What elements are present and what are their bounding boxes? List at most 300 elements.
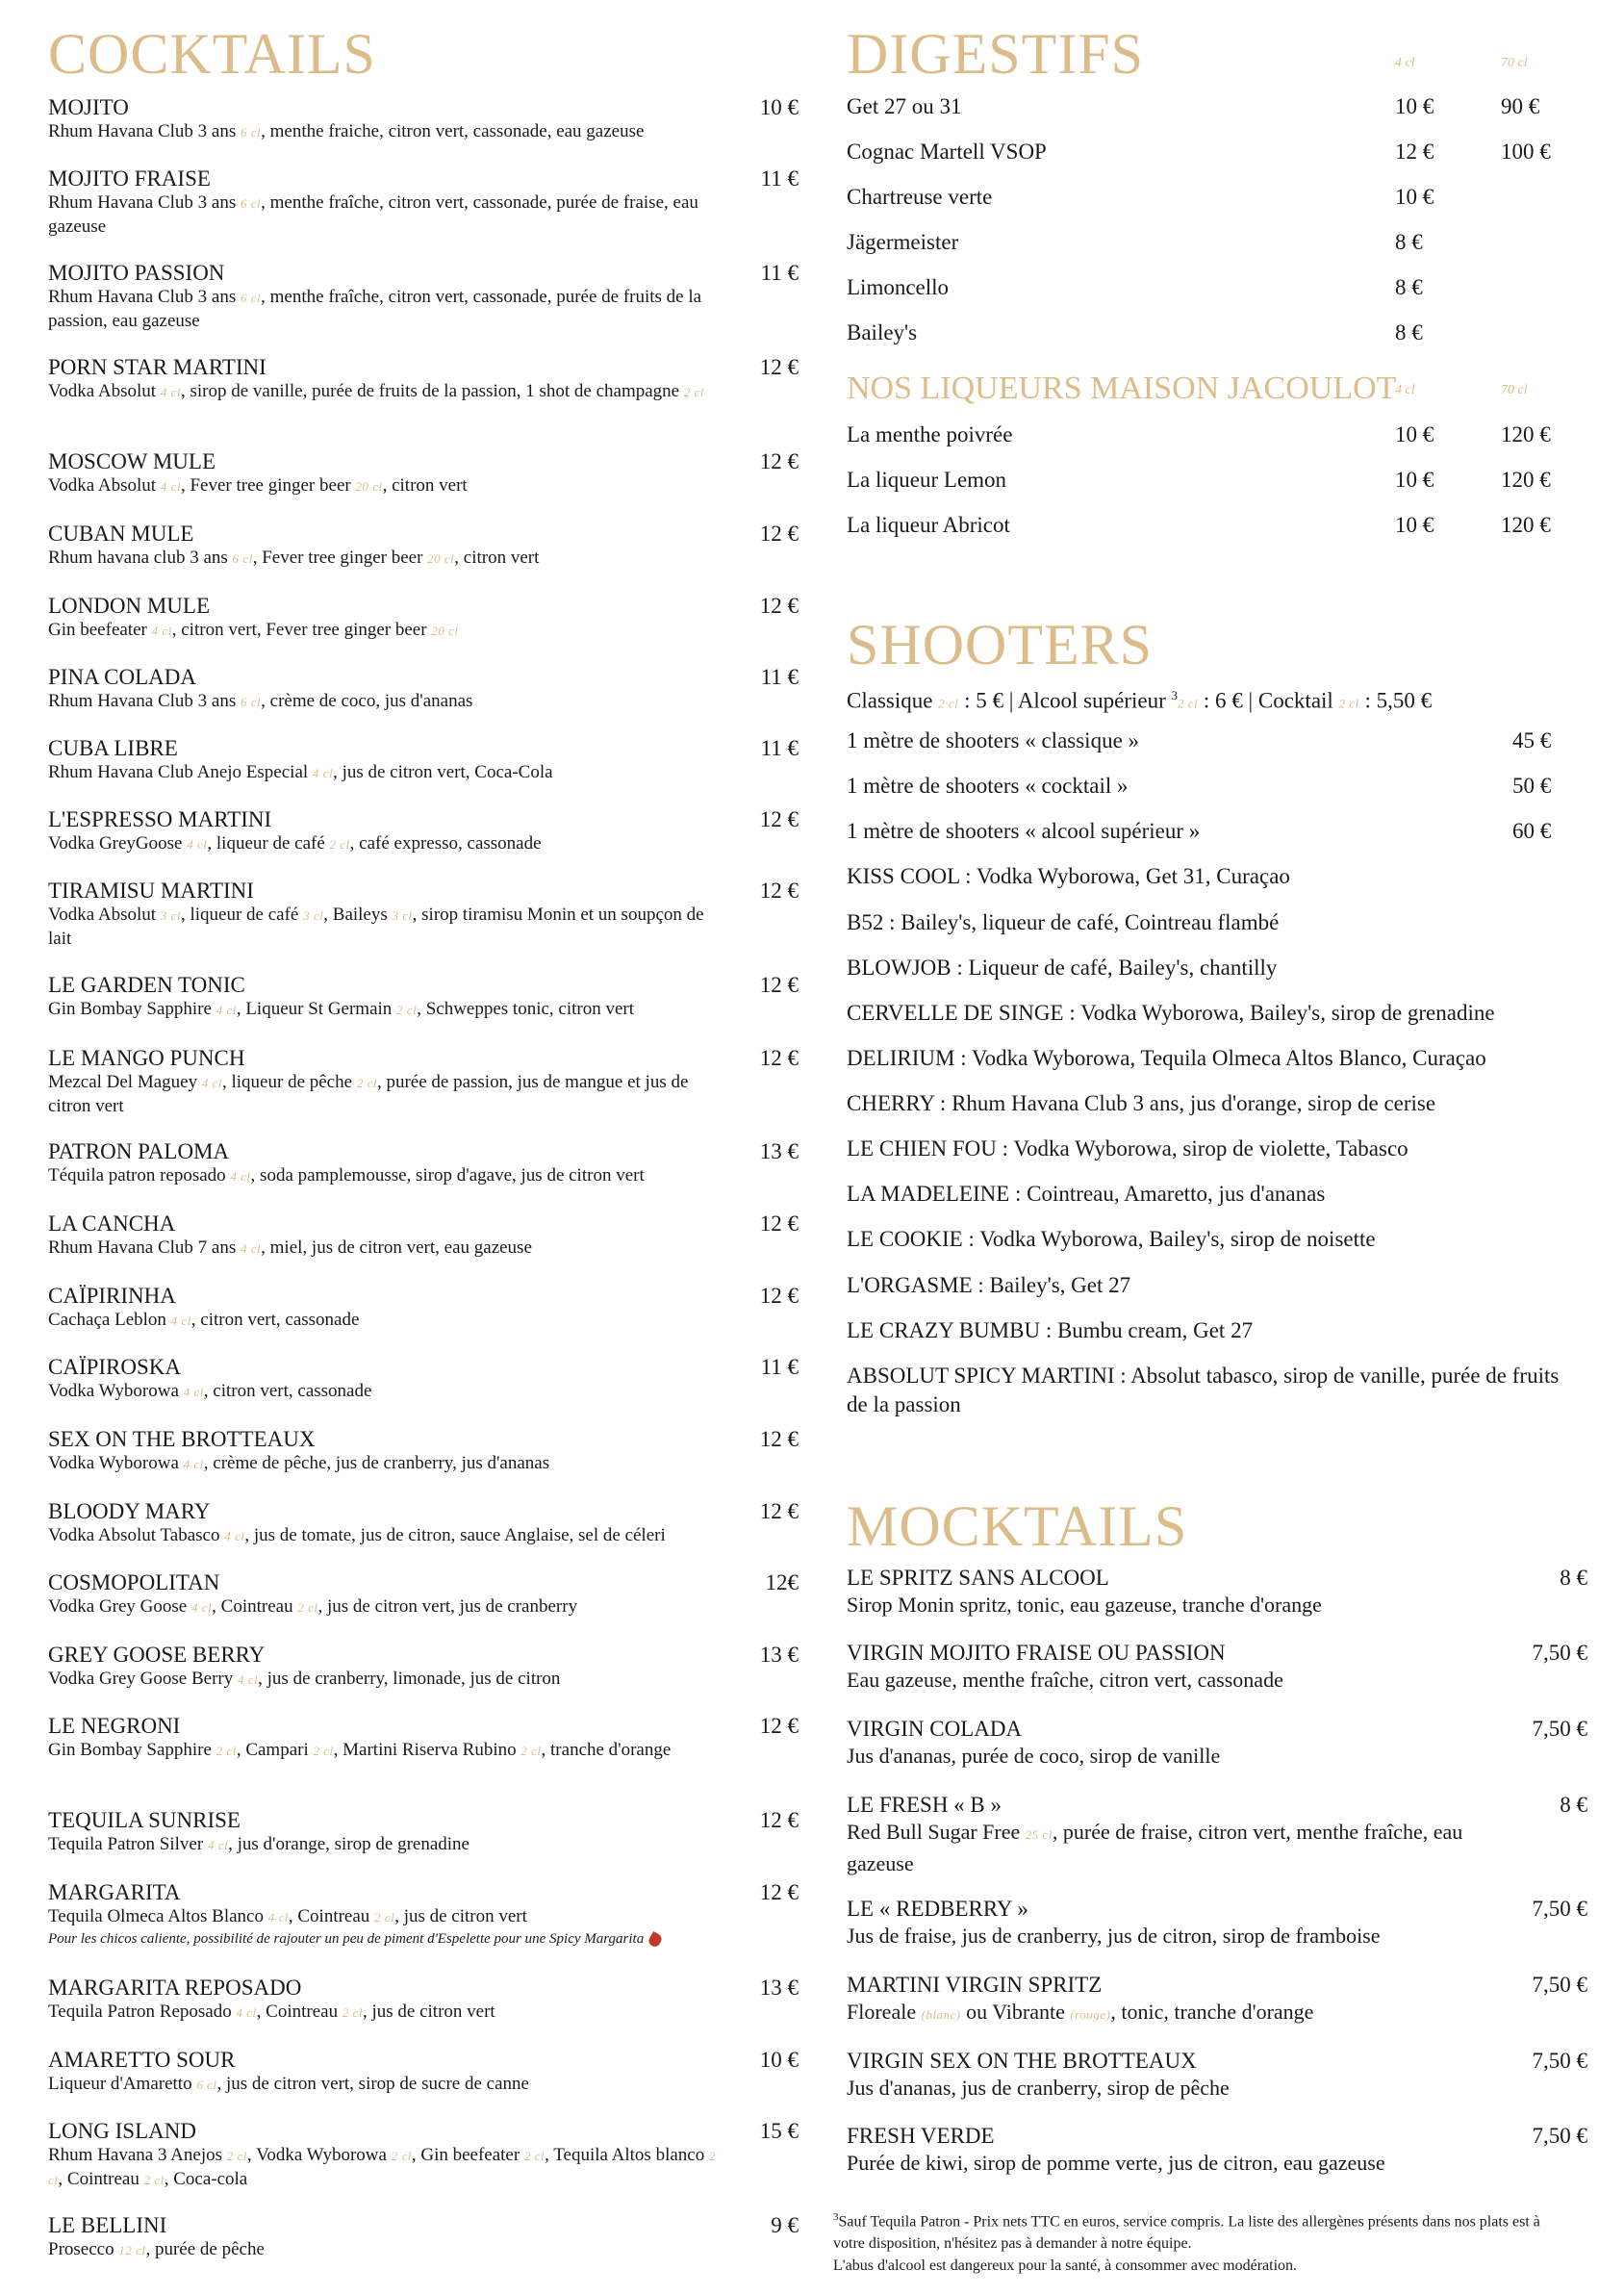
cocktail-name: COSMOPOLITAN xyxy=(48,1570,220,1594)
description-text: , jus de cranberry, limonade, jus de citron xyxy=(258,1669,561,1689)
shooter-name: B52 xyxy=(847,910,884,934)
pricing-cocktail-price: : 5,50 € xyxy=(1358,688,1433,713)
cocktail-item xyxy=(48,735,799,785)
volume-label: (blanc) xyxy=(921,2007,961,2022)
shooter-item: B52 : Bailey's, liqueur de café, Cointreau flambé xyxy=(847,910,1280,934)
cocktail-name: MOJITO FRAISE xyxy=(48,166,211,191)
cocktail-description xyxy=(48,1833,722,1857)
cocktail-name: CUBAN MULE xyxy=(48,522,194,546)
cocktail-description xyxy=(48,547,722,571)
description-text: Rhum Havana Club 3 ans xyxy=(48,192,241,213)
shooter-description: Vodka Wyborowa, Get 31, Curaçao xyxy=(976,864,1290,888)
description-text: , Vodka Wyborowa xyxy=(246,2145,392,2165)
description-text: Tequila Patron Silver xyxy=(48,1834,208,1854)
cocktail-description xyxy=(48,2238,722,2262)
shooter-description: Vodka Wyborowa, Bailey's, sirop de grenadine xyxy=(1080,1001,1495,1025)
cocktail-item xyxy=(48,448,799,498)
mocktail-name: VIRGIN MOJITO FRAISE OU PASSION xyxy=(847,1641,1226,1665)
mocktail-price: 7,50 € xyxy=(1532,1717,1587,1741)
cocktail-item xyxy=(48,94,799,144)
volume-label: 2 cl xyxy=(342,2005,363,2020)
cocktail-price: 12 € xyxy=(759,449,799,473)
cocktail-price: 9 € xyxy=(771,2213,799,2237)
cocktail-price: 12 € xyxy=(759,1808,799,1832)
cocktail-name: LE NEGRONI xyxy=(48,1714,181,1738)
description-text: Jus d'ananas, purée de coco, sirop de vanille xyxy=(847,1744,1221,1768)
volume-label: 2 cl xyxy=(683,385,705,399)
pricing-sup: 3 xyxy=(1171,688,1178,702)
description-text: Gin beefeater xyxy=(48,620,152,640)
cocktail-description xyxy=(48,1668,722,1692)
cocktail-description xyxy=(48,1595,722,1619)
cocktail-item xyxy=(48,354,799,404)
description-text: , Cointreau xyxy=(58,2169,144,2189)
cocktail-price: 12 € xyxy=(759,1427,799,1451)
shooter-item: LE CHIEN FOU : Vodka Wyborowa, sirop de violette, Tabasco xyxy=(847,1136,1408,1160)
mocktail-item xyxy=(847,1716,1587,1771)
liqueur-price-70cl: 120 € xyxy=(1501,513,1551,537)
description-text: , tonic, tranche d'orange xyxy=(1110,2000,1314,2024)
pricing-classique: Classique xyxy=(847,688,939,713)
description-text: Cachaça Leblon xyxy=(48,1310,171,1330)
cocktail-price: 12 € xyxy=(759,1284,799,1308)
mocktail-description xyxy=(847,1922,1510,1951)
description-text: , Fever tree ginger beer xyxy=(180,475,356,496)
cocktail-price: 13 € xyxy=(759,1976,799,2000)
cocktail-name: LA CANCHA xyxy=(48,1211,176,1236)
cocktail-price: 15 € xyxy=(759,2119,799,2143)
volume-label: 6 cl xyxy=(232,551,253,566)
pricing-superieur-price: : 6 € | Cocktail xyxy=(1198,688,1339,713)
liqueur-price-70cl: 120 € xyxy=(1501,468,1551,492)
cocktail-price: 12 € xyxy=(759,1211,799,1236)
description-text: , menthe fraîche, citron vert, cassonade, purée de fraise, eau gazeuse xyxy=(48,192,698,237)
digestifs-title: DIGESTIFS xyxy=(847,22,1145,86)
description-text: Vodka GreyGoose xyxy=(48,833,188,854)
description-text: Tequila Patron Reposado xyxy=(48,2002,237,2022)
volume-label: 2 cl xyxy=(329,837,350,852)
cocktail-item xyxy=(48,166,799,239)
volume-label: 6 cl xyxy=(196,2078,217,2092)
cocktail-price: 12 € xyxy=(759,522,799,546)
cocktail-name: SEX ON THE BROTTEAUX xyxy=(48,1427,316,1451)
mocktail-description xyxy=(847,1818,1510,1878)
volume-label: 2 cl xyxy=(143,2173,165,2187)
description-text: , jus de tomate, jus de citron, sauce Anglaise, sel de céleri xyxy=(244,1525,666,1545)
description-text: Liqueur d'Amaretto xyxy=(48,2074,197,2094)
volume-label: 2 cl xyxy=(226,2149,247,2163)
mocktail-item xyxy=(847,2123,1587,2178)
cocktail-price: 10 € xyxy=(759,95,799,119)
mocktail-description xyxy=(847,1742,1510,1771)
liqueurs-col-70cl: 70 cl xyxy=(1501,383,1528,397)
description-text: , crème de coco, jus d'ananas xyxy=(261,691,473,711)
cocktail-name: TEQUILA SUNRISE xyxy=(48,1808,241,1832)
cocktail-name: LONG ISLAND xyxy=(48,2119,196,2143)
digestif-price-4cl: 12 € xyxy=(1395,140,1434,164)
description-text: Red Bull Sugar Free xyxy=(847,1820,1026,1844)
shooters-title: SHOOTERS xyxy=(847,613,1154,676)
mocktail-price: 7,50 € xyxy=(1532,2124,1587,2148)
cocktail-name: MARGARITA xyxy=(48,1880,181,1904)
digestif-price-4cl: 10 € xyxy=(1395,185,1434,209)
cocktail-price: 13 € xyxy=(759,1643,799,1667)
cocktail-name: MOSCOW MULE xyxy=(48,449,216,473)
shooter-name: LE CHIEN FOU xyxy=(847,1136,997,1160)
cocktail-note xyxy=(48,1929,799,1949)
meter-price: 50 € xyxy=(1512,774,1552,798)
mocktail-name: LE « REDBERRY » xyxy=(847,1897,1028,1921)
description-text: , Cointreau xyxy=(256,2002,343,2022)
digestif-price-4cl: 10 € xyxy=(1395,94,1434,118)
description-text: , sirop de vanille, purée de fruits de la passion, 1 shot de champagne xyxy=(180,381,684,401)
cocktail-price: 11 € xyxy=(760,665,799,689)
volume-label: 4 cl xyxy=(224,1529,245,1543)
cocktail-name: LE MANGO PUNCH xyxy=(48,1046,245,1070)
mocktail-item xyxy=(847,1896,1587,1951)
liqueur-name: La liqueur Lemon xyxy=(847,468,1007,492)
cocktail-description xyxy=(48,120,722,144)
volume-label: 4 cl xyxy=(187,837,208,852)
shooter-item: LE COOKIE : Vodka Wyborowa, Bailey's, sirop de noisette xyxy=(847,1227,1376,1251)
cocktail-item xyxy=(48,1283,799,1333)
description-text: Vodka Grey Goose xyxy=(48,1596,191,1617)
cocktail-description xyxy=(48,1071,722,1118)
description-text: , liqueur de pêche xyxy=(222,1072,357,1092)
cocktail-item xyxy=(48,521,799,571)
description-text: Rhum Havana Club 3 ans xyxy=(48,121,241,141)
cocktail-description xyxy=(48,1905,722,1929)
volume-label: 2 cl xyxy=(356,1076,377,1090)
volume-label: 25 cl xyxy=(1025,1827,1053,1842)
cocktail-item xyxy=(48,1045,799,1118)
cocktail-name: CUBA LIBRE xyxy=(48,736,178,760)
cocktail-item xyxy=(48,1138,799,1188)
pricing-unit: 2 cl xyxy=(1338,696,1359,711)
description-text: , citron vert xyxy=(382,475,468,496)
volume-label: 3 cl xyxy=(160,908,181,923)
footer-note xyxy=(833,2206,1564,2277)
cocktails-title: COCKTAILS xyxy=(48,22,376,86)
cocktail-item xyxy=(48,593,799,643)
description-text: , jus de citron vert, jus de cranberry xyxy=(317,1596,578,1617)
description-text: , jus d'orange, sirop de grenadine xyxy=(228,1834,469,1854)
cocktail-item xyxy=(48,2212,799,2262)
volume-label: 3 cl xyxy=(392,908,413,923)
shooter-item: BLOWJOB : Liqueur de café, Bailey's, chantilly xyxy=(847,956,1278,980)
cocktail-description xyxy=(48,191,722,239)
liqueurs-title: NOS LIQUEURS MAISON JACOULOT xyxy=(847,370,1397,406)
shooter-item: LA MADELEINE : Cointreau, Amaretto, jus d'ananas xyxy=(847,1182,1326,1206)
description-text: Jus de fraise, jus de cranberry, jus de citron, sirop de framboise xyxy=(847,1924,1381,1948)
description-text: , jus de citron vert, Coca-Cola xyxy=(333,762,553,782)
volume-label: 4 cl xyxy=(201,1076,222,1090)
meter-label: 1 mètre de shooters « classique » xyxy=(847,728,1140,752)
cocktail-description xyxy=(48,832,722,856)
cocktail-price: 10 € xyxy=(759,2048,799,2072)
liqueur-price-4cl: 10 € xyxy=(1395,422,1434,446)
description-text: , citron vert xyxy=(454,548,540,568)
description-text: Vodka Grey Goose Berry xyxy=(48,1669,238,1689)
cocktail-description xyxy=(48,2073,722,2097)
cocktail-item xyxy=(48,1975,799,2025)
cocktail-name: MOJITO PASSION xyxy=(48,261,225,285)
description-text: , purée de fraise, citron vert, menthe fraîche, eau gazeuse xyxy=(847,1820,1463,1875)
cocktail-item xyxy=(48,1426,799,1476)
digestif-name: Get 27 ou 31 xyxy=(847,94,962,118)
cocktail-name: LE GARDEN TONIC xyxy=(48,973,245,997)
volume-label: 2 cl xyxy=(374,1910,395,1925)
volume-label: 4 cl xyxy=(216,1003,237,1017)
shooter-name: CHERRY xyxy=(847,1091,935,1115)
cocktail-description xyxy=(48,619,722,643)
cocktail-price: 12 € xyxy=(759,1880,799,1904)
cocktail-name: PATRON PALOMA xyxy=(48,1139,230,1163)
volume-label: 6 cl xyxy=(241,695,262,709)
volume-label: 4 cl xyxy=(191,1600,213,1615)
cocktail-name: TIRAMISU MARTINI xyxy=(48,879,254,903)
description-text: , Fever tree ginger beer xyxy=(252,548,428,568)
cocktail-item xyxy=(48,1642,799,1692)
cocktail-description xyxy=(48,1380,722,1404)
cocktail-price: 12 € xyxy=(759,355,799,379)
cocktail-description xyxy=(48,1739,722,1763)
meter-price: 45 € xyxy=(1512,728,1552,752)
description-text: Rhum Havana Club 7 ans xyxy=(48,1237,241,1258)
description-text: Gin Bombay Sapphire xyxy=(48,1740,216,1760)
description-text: Gin Bombay Sapphire xyxy=(48,999,216,1019)
digestifs-col-4cl: 4 cl xyxy=(1395,56,1415,70)
description-text: , café expresso, cassonade xyxy=(349,833,542,854)
volume-label: 2 cl xyxy=(523,2149,546,2163)
description-text: , citron vert, Fever tree ginger beer xyxy=(171,620,432,640)
cocktail-description xyxy=(48,690,722,714)
shooter-item: KISS COOL : Vodka Wyborowa, Get 31, Curaçao xyxy=(847,864,1290,888)
description-text: Rhum havana club 3 ans xyxy=(48,548,233,568)
digestif-name: Jägermeister xyxy=(847,230,959,254)
description-text: , Cointreau xyxy=(212,1596,298,1617)
mocktail-name: VIRGIN COLADA xyxy=(847,1717,1023,1741)
description-text: , liqueur de café xyxy=(207,833,330,854)
shooter-name: KISS COOL xyxy=(847,864,960,888)
description-text: , sirop tiramisu Monin et un soupçon de lait xyxy=(48,905,704,949)
liqueur-price-4cl: 10 € xyxy=(1395,513,1434,537)
volume-label: 4 cl xyxy=(241,1241,262,1256)
cocktail-item xyxy=(48,1569,799,1619)
volume-label: 6 cl xyxy=(241,125,262,140)
volume-label: 4 cl xyxy=(170,1313,191,1328)
mocktail-price: 7,50 € xyxy=(1532,1973,1587,1997)
cocktail-description xyxy=(48,1452,722,1476)
description-text: Purée de kiwi, sirop de pomme verte, jus de citron, eau gazeuse xyxy=(847,2151,1385,2175)
mocktail-description xyxy=(847,1666,1510,1695)
meter-label: 1 mètre de shooters « cocktail » xyxy=(847,774,1129,798)
description-text: ou Vibrante xyxy=(960,2000,1071,2024)
mocktail-description xyxy=(847,2149,1510,2178)
digestif-name: Cognac Martell VSOP xyxy=(847,140,1047,164)
mocktail-item xyxy=(847,1640,1587,1695)
cocktail-name: PINA COLADA xyxy=(48,665,196,689)
description-text: , citron vert, cassonade xyxy=(203,1381,372,1401)
cocktail-price: 12 € xyxy=(759,807,799,831)
description-text: , Liqueur St Germain xyxy=(236,999,397,1019)
shooter-item: LE CRAZY BUMBU : Bumbu cream, Get 27 xyxy=(847,1318,1254,1342)
mocktail-description xyxy=(847,2074,1510,2103)
cocktail-name: GREY GOOSE BERRY xyxy=(48,1643,266,1667)
description-text: , jus de citron vert xyxy=(362,2002,495,2022)
description-text: Jus d'ananas, jus de cranberry, sirop de pêche xyxy=(847,2076,1230,2100)
volume-label: 6 cl xyxy=(241,196,262,211)
description-text: , liqueur de café xyxy=(180,905,304,925)
mocktail-price: 8 € xyxy=(1560,1566,1587,1590)
description-text: Rhum Havana Club 3 ans xyxy=(48,691,241,711)
description-text: , soda pamplemousse, sirop d'agave, jus de citron vert xyxy=(250,1165,645,1186)
cocktail-item xyxy=(48,1807,799,1857)
description-text: , tranche d'orange xyxy=(541,1740,672,1760)
cocktail-description xyxy=(48,474,722,498)
description-text: Rhum Havana Club Anejo Especial xyxy=(48,762,313,782)
description-text: , Cointreau xyxy=(288,1906,375,1926)
cocktail-name: CAÏPIROSKA xyxy=(48,1355,182,1379)
digestif-price-70cl: 90 € xyxy=(1501,94,1540,118)
volume-label: 4 cl xyxy=(312,766,334,780)
description-text: , menthe fraîche, citron vert, cassonade, purée de fruits de la passion, eau gazeuse xyxy=(48,287,702,331)
chili-pepper-icon xyxy=(647,1931,664,1949)
cocktail-item xyxy=(48,1498,799,1548)
footer-line-1 xyxy=(833,2206,1564,2255)
description-text: Téquila patron reposado xyxy=(48,1165,231,1186)
shooter-item: CERVELLE DE SINGE : Vodka Wyborowa, Bailey's, sirop de grenadine xyxy=(847,1001,1495,1025)
liqueur-price-70cl: 120 € xyxy=(1501,422,1551,446)
description-text: , crème de pêche, jus de cranberry, jus d'ananas xyxy=(203,1453,550,1473)
cocktail-price: 12 € xyxy=(759,1714,799,1738)
shooter-item: CHERRY : Rhum Havana Club 3 ans, jus d'orange, sirop de cerise xyxy=(847,1091,1436,1115)
description-text: , purée de passion, jus de mangue et jus de citron vert xyxy=(48,1072,689,1116)
mocktails-title: MOCKTAILS xyxy=(847,1494,1188,1558)
cocktail-name: MOJITO xyxy=(48,95,129,119)
cocktail-description xyxy=(48,761,722,785)
cocktail-name: BLOODY MARY xyxy=(48,1499,211,1523)
cocktail-name: MARGARITA REPOSADO xyxy=(48,1976,302,2000)
mocktail-item xyxy=(847,1565,1587,1619)
shooter-name: ABSOLUT SPICY MARTINI xyxy=(847,1364,1115,1388)
shooter-name: LA MADELEINE xyxy=(847,1182,1010,1206)
cocktail-price: 11 € xyxy=(760,1355,799,1379)
digestif-name: Bailey's xyxy=(847,320,918,344)
volume-label: 2 cl xyxy=(396,1003,418,1017)
digestif-price-4cl: 8 € xyxy=(1395,275,1423,299)
volume-label: 12 cl xyxy=(118,2243,146,2257)
description-text: , miel, jus de citron vert, eau gazeuse xyxy=(261,1237,532,1258)
cocktail-description xyxy=(48,286,722,333)
volume-label: 3 cl xyxy=(303,908,324,923)
cocktail-name: L'ESPRESSO MARTINI xyxy=(48,807,272,831)
liqueur-price-4cl: 10 € xyxy=(1395,468,1434,492)
shooter-description: Vodka Wyborowa, sirop de violette, Tabasco xyxy=(1013,1136,1408,1160)
shooter-description: Rhum Havana Club 3 ans, jus d'orange, sirop de cerise xyxy=(952,1091,1436,1115)
shooter-description: Bailey's, liqueur de café, Cointreau flambé xyxy=(901,910,1280,934)
description-text: , Martini Riserva Rubino xyxy=(333,1740,521,1760)
cocktail-item xyxy=(48,1354,799,1404)
cocktail-item xyxy=(48,806,799,856)
volume-label: 4 cl xyxy=(183,1457,204,1471)
description-text: Floreale xyxy=(847,2000,922,2024)
description-text: , menthe fraiche, citron vert, cassonade, eau gazeuse xyxy=(261,121,645,141)
cocktail-name: PORN STAR MARTINI xyxy=(48,355,266,379)
shooter-description: Vodka Wyborowa, Bailey's, sirop de noisette xyxy=(979,1227,1376,1251)
cocktail-item xyxy=(48,664,799,714)
mocktail-item xyxy=(847,2048,1587,2103)
description-text: , Campari xyxy=(236,1740,314,1760)
cocktail-description xyxy=(48,1237,722,1261)
description-text: Sirop Monin spritz, tonic, eau gazeuse, tranche d'orange xyxy=(847,1593,1322,1617)
liqueur-name: La liqueur Abricot xyxy=(847,513,1010,537)
description-text: , jus de citron vert xyxy=(394,1906,527,1926)
cocktail-description xyxy=(48,2001,722,2025)
cocktail-item xyxy=(48,1211,799,1261)
volume-label: 4 cl xyxy=(236,2005,257,2020)
mocktail-description xyxy=(847,1998,1510,2029)
digestif-price-70cl: 100 € xyxy=(1501,140,1551,164)
shooter-description: Bumbu cream, Get 27 xyxy=(1056,1318,1254,1342)
cocktail-item xyxy=(48,1879,799,1949)
shooter-description: Bailey's, Get 27 xyxy=(989,1273,1131,1297)
cocktail-price: 12 € xyxy=(759,594,799,618)
cocktail-description xyxy=(48,904,722,951)
shooter-description: Vodka Wyborowa, Tequila Olmeca Altos Blanco, Curaçao xyxy=(971,1046,1486,1070)
mocktail-name: LE FRESH « B » xyxy=(847,1793,1002,1817)
digestif-name: Limoncello xyxy=(847,275,950,299)
shooter-name: LE CRAZY BUMBU xyxy=(847,1318,1041,1342)
mocktail-item xyxy=(847,1972,1587,2029)
description-text: Vodka Absolut xyxy=(48,381,161,401)
meter-label: 1 mètre de shooters « alcool supérieur » xyxy=(847,819,1201,843)
digestif-price-4cl: 8 € xyxy=(1395,230,1423,254)
pricing-unit: 2 cl xyxy=(1178,696,1199,711)
shooter-name: DELIRIUM xyxy=(847,1046,955,1070)
volume-label: (rouge) xyxy=(1070,2007,1111,2022)
volume-label: 4 cl xyxy=(267,1910,289,1925)
volume-label: 4 cl xyxy=(238,1672,259,1687)
cocktail-price: 12 € xyxy=(759,973,799,997)
liqueurs-col-4cl: 4 cl xyxy=(1395,383,1415,397)
cocktail-description xyxy=(48,1164,722,1188)
cocktail-name: LONDON MULE xyxy=(48,594,211,618)
volume-label: 2 cl xyxy=(48,2149,716,2187)
mocktail-name: LE SPRITZ SANS ALCOOL xyxy=(847,1566,1109,1590)
cocktail-price: 12€ xyxy=(765,1570,799,1594)
description-text: , Coca-cola xyxy=(164,2169,248,2189)
volume-label: 2 cl xyxy=(297,1600,318,1615)
description-text: , citron vert, cassonade xyxy=(190,1310,360,1330)
shooter-item: L'ORGASME : Bailey's, Get 27 xyxy=(847,1273,1131,1297)
volume-label: 2 cl xyxy=(520,1744,542,1758)
description-text: Rhum Havana Club 3 ans xyxy=(48,287,241,307)
volume-label: 4 cl xyxy=(151,624,172,638)
shooter-item: DELIRIUM : Vodka Wyborowa, Tequila Olmeca Altos Blanco, Curaçao xyxy=(847,1046,1486,1070)
shooter-name: LE COOKIE xyxy=(847,1227,963,1251)
cocktail-item xyxy=(48,260,799,333)
mocktail-description xyxy=(847,1591,1510,1619)
volume-label: 6 cl xyxy=(241,291,262,305)
digestif-price-4cl: 8 € xyxy=(1395,320,1423,344)
liqueur-name: La menthe poivrée xyxy=(847,422,1013,446)
pricing-unit: 2 cl xyxy=(938,696,959,711)
footer-sup: 3 xyxy=(833,2211,839,2223)
mocktail-price: 7,50 € xyxy=(1532,1641,1587,1665)
shooter-name: CERVELLE DE SINGE xyxy=(847,1001,1064,1025)
cocktail-name: AMARETTO SOUR xyxy=(48,2048,236,2072)
